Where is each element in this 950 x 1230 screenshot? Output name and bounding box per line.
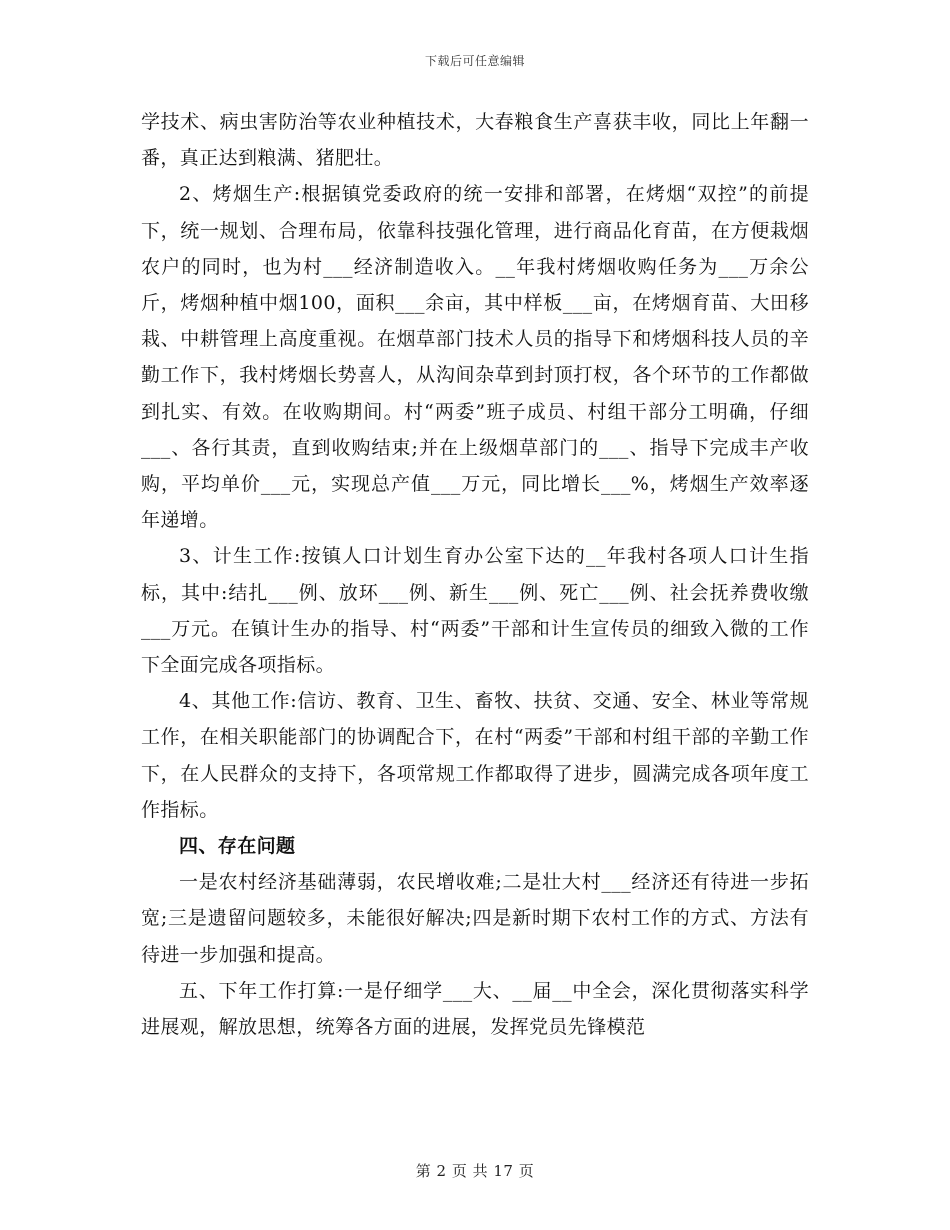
paragraph-other-work: 4、其他工作:信访、教育、卫生、畜牧、扶贫、交通、安全、林业等常规工作，在相关职能部门的协调配合下，在村“两委”干部和村组干部的辛勤工作下，在人民群众的支持下，各项常规工作都取得了进步，圆满完成各项年度工作指标。 [141,690,809,821]
paragraph-problems: 一是农村经济基础薄弱，农民增收难;二是壮大村___经济还有待进一步拓宽;三是遗留问题较多，未能很好解决;四是新时期下农村工作的方式、方法有待进一步加强和提高。 [141,871,809,966]
paragraph-next-year-plan: 五、下年工作打算:一是仔细学___大、__届__中全会，深化贯彻落实科学进展观，解放思想，统筹各方面的进展，发挥党员先锋模范 [141,979,809,1039]
page-header: 下载后可任意编辑 [424,54,525,68]
section-heading-problems: 四、存在问题 [179,835,296,858]
page-footer: 第 2 页 共 17 页 [415,1162,535,1180]
document-body [141,104,809,1045]
paragraph-tobacco: 2、烤烟生产:根据镇党委政府的统一安排和部署，在烤烟“双控”的前提下，统一规划、合理布局，依靠科技强化管理，进行商品化育苗，在方便栽烟农户的同时，也为村___经济制造收入。__年我村烤烟收购任务为___万余公斤，烤烟种植中烟100，面积___余亩，其中样板___亩，在烤烟育苗、大田移栽、中耕管理上高度重视。在烟草部门技术人员的指导下和烤烟科技人员的辛勤工作下，我村烤烟长势喜人，从沟间杂草到封顶打杈，各个环节的工作都做到扎实、有效。在收购期间。村“两委”班子成员、村组干部分工明确，仔细___、各行其责，直到收购结束;并在上级烟草部门的___、指导下完成丰产收购，平均单价___元，实现总产值___万元，同比增长___%，烤烟生产效率逐年递增。 [141,183,809,532]
paragraph-family-planning: 3、计生工作:按镇人口计划生育办公室下达的__年我村各项人口计生指标，其中:结扎___例、放环___例、新生___例、死亡___例、社会抚养费收缴___万元。在镇计生办的指导、村“两委”干部和计生宣传员的细致入微的工作下全面完成各项指标。 [141,545,809,677]
paragraph-continuation: 学技术、病虫害防治等农业种植技术，大春粮食生产喜获丰收，同比上年翻一番，真正达到粮满、猪肥壮。 [141,111,809,170]
